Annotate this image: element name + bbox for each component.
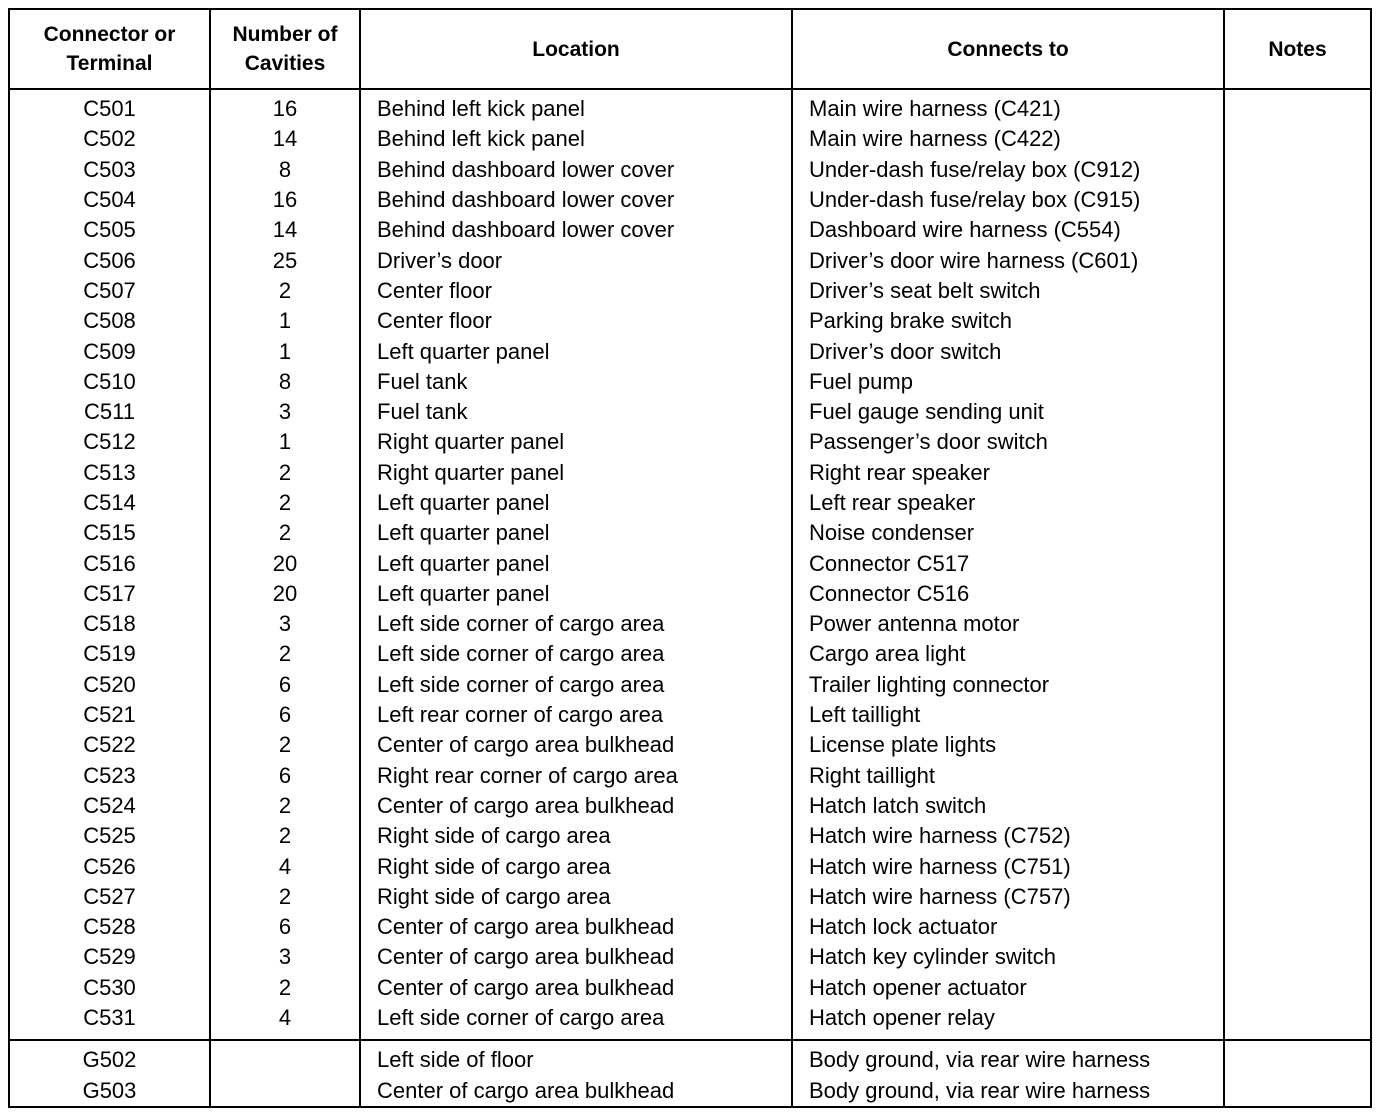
connects-to-cell: Parking brake switch	[792, 306, 1224, 336]
notes-cell	[1224, 942, 1370, 972]
table-row	[10, 761, 1370, 791]
table-row	[10, 973, 1370, 1003]
connector-id: C526	[10, 851, 210, 881]
cavity-count: 8	[210, 367, 360, 397]
notes-cell	[1224, 730, 1370, 760]
connects-to-cell: Driver’s seat belt switch	[792, 276, 1224, 306]
connector-id: C501	[10, 89, 210, 124]
cavity-count: 2	[210, 973, 360, 1003]
connector-id: C514	[10, 488, 210, 518]
cavity-count: 16	[210, 185, 360, 215]
notes-cell	[1224, 670, 1370, 700]
location-cell: Left quarter panel	[360, 548, 792, 578]
location-cell: Behind left kick panel	[360, 89, 792, 124]
notes-cell	[1224, 488, 1370, 518]
table-header-row	[10, 10, 1370, 89]
table-row	[10, 700, 1370, 730]
table-row	[10, 397, 1370, 427]
notes-cell	[1224, 1003, 1370, 1040]
cavity-count: 2	[210, 821, 360, 851]
connector-id: C528	[10, 912, 210, 942]
location-cell: Right side of cargo area	[360, 851, 792, 881]
cavity-count: 2	[210, 276, 360, 306]
connects-to-cell: Connector C517	[792, 548, 1224, 578]
connects-to-cell: Dashboard wire harness (C554)	[792, 215, 1224, 245]
table-row	[10, 942, 1370, 972]
connects-to-cell: Driver’s door wire harness (C601)	[792, 245, 1224, 275]
table-row	[10, 276, 1370, 306]
location-cell: Behind dashboard lower cover	[360, 155, 792, 185]
location-cell: Right side of cargo area	[360, 821, 792, 851]
table-row	[10, 306, 1370, 336]
connector-id: C525	[10, 821, 210, 851]
cavity-count: 6	[210, 912, 360, 942]
cavity-count: 8	[210, 155, 360, 185]
cavity-count	[210, 1076, 360, 1106]
connector-id: G503	[10, 1076, 210, 1106]
connects-to-cell: Body ground, via rear wire harness	[792, 1076, 1224, 1106]
table-row	[10, 488, 1370, 518]
location-cell: Center of cargo area bulkhead	[360, 973, 792, 1003]
table-row	[10, 245, 1370, 275]
header-connects-to: Connects to	[792, 10, 1224, 89]
notes-cell	[1224, 579, 1370, 609]
location-cell: Left quarter panel	[360, 518, 792, 548]
table-row	[10, 912, 1370, 942]
header-location: Location	[360, 10, 792, 89]
table-row	[10, 427, 1370, 457]
cavity-count: 25	[210, 245, 360, 275]
location-cell: Center of cargo area bulkhead	[360, 791, 792, 821]
connects-to-cell: Under-dash fuse/relay box (C915)	[792, 185, 1224, 215]
notes-cell	[1224, 639, 1370, 669]
cavity-count: 14	[210, 215, 360, 245]
notes-cell	[1224, 700, 1370, 730]
notes-cell	[1224, 215, 1370, 245]
cavity-count: 2	[210, 882, 360, 912]
table-row	[10, 215, 1370, 245]
connects-to-cell: License plate lights	[792, 730, 1224, 760]
connector-id: C504	[10, 185, 210, 215]
connector-id: C527	[10, 882, 210, 912]
table-row	[10, 730, 1370, 760]
table-row	[10, 670, 1370, 700]
location-cell: Left rear corner of cargo area	[360, 700, 792, 730]
header-notes: Notes	[1224, 10, 1370, 89]
cavity-count: 1	[210, 336, 360, 366]
connects-to-cell: Left taillight	[792, 700, 1224, 730]
location-cell: Behind dashboard lower cover	[360, 215, 792, 245]
location-cell: Right side of cargo area	[360, 882, 792, 912]
notes-cell	[1224, 882, 1370, 912]
connector-id: C502	[10, 124, 210, 154]
table-row	[10, 882, 1370, 912]
connector-id: C520	[10, 670, 210, 700]
location-cell: Left quarter panel	[360, 336, 792, 366]
notes-cell	[1224, 912, 1370, 942]
table-row	[10, 1076, 1370, 1106]
cavity-count	[210, 1040, 360, 1075]
table-row	[10, 791, 1370, 821]
notes-cell	[1224, 306, 1370, 336]
location-cell: Fuel tank	[360, 367, 792, 397]
connector-id: C515	[10, 518, 210, 548]
location-cell: Driver’s door	[360, 245, 792, 275]
notes-cell	[1224, 245, 1370, 275]
connector-table	[10, 10, 1370, 1106]
table-row	[10, 821, 1370, 851]
connects-to-cell: Main wire harness (C422)	[792, 124, 1224, 154]
location-cell: Right rear corner of cargo area	[360, 761, 792, 791]
connects-to-cell: Cargo area light	[792, 639, 1224, 669]
location-cell: Right quarter panel	[360, 458, 792, 488]
connects-to-cell: Main wire harness (C421)	[792, 89, 1224, 124]
location-cell: Center of cargo area bulkhead	[360, 1076, 792, 1106]
location-cell: Center of cargo area bulkhead	[360, 942, 792, 972]
location-cell: Left quarter panel	[360, 488, 792, 518]
table-row	[10, 851, 1370, 881]
header-connector: Connector or Terminal	[10, 10, 210, 89]
location-cell: Left side of floor	[360, 1040, 792, 1075]
notes-cell	[1224, 548, 1370, 578]
notes-cell	[1224, 89, 1370, 124]
table-row	[10, 458, 1370, 488]
cavity-count: 6	[210, 761, 360, 791]
connector-id: C518	[10, 609, 210, 639]
cavity-count: 4	[210, 851, 360, 881]
connects-to-cell: Driver’s door switch	[792, 336, 1224, 366]
connects-to-cell: Under-dash fuse/relay box (C912)	[792, 155, 1224, 185]
location-cell: Fuel tank	[360, 397, 792, 427]
connects-to-cell: Power antenna motor	[792, 609, 1224, 639]
connects-to-cell: Hatch opener actuator	[792, 973, 1224, 1003]
notes-cell	[1224, 518, 1370, 548]
location-cell: Behind dashboard lower cover	[360, 185, 792, 215]
notes-cell	[1224, 427, 1370, 457]
cavity-count: 1	[210, 427, 360, 457]
cavity-count: 6	[210, 670, 360, 700]
connector-id: C505	[10, 215, 210, 245]
table-row	[10, 579, 1370, 609]
cavity-count: 20	[210, 579, 360, 609]
connects-to-cell: Hatch lock actuator	[792, 912, 1224, 942]
connects-to-cell: Right rear speaker	[792, 458, 1224, 488]
connects-to-cell: Connector C516	[792, 579, 1224, 609]
location-cell: Center floor	[360, 306, 792, 336]
connector-id: C511	[10, 397, 210, 427]
cavity-count: 16	[210, 89, 360, 124]
notes-cell	[1224, 336, 1370, 366]
table-row	[10, 518, 1370, 548]
header-cavities: Number of Cavities	[210, 10, 360, 89]
connector-id: C503	[10, 155, 210, 185]
connector-id: C506	[10, 245, 210, 275]
connector-id: G502	[10, 1040, 210, 1075]
cavity-count: 6	[210, 700, 360, 730]
connector-table-frame	[8, 8, 1372, 1108]
cavity-count: 2	[210, 730, 360, 760]
notes-cell	[1224, 1076, 1370, 1106]
location-cell: Behind left kick panel	[360, 124, 792, 154]
connects-to-cell: Trailer lighting connector	[792, 670, 1224, 700]
cavity-count: 1	[210, 306, 360, 336]
table-row	[10, 548, 1370, 578]
connector-id: C531	[10, 1003, 210, 1040]
location-cell: Center of cargo area bulkhead	[360, 912, 792, 942]
connector-id: C516	[10, 548, 210, 578]
connector-id: C524	[10, 791, 210, 821]
notes-cell	[1224, 973, 1370, 1003]
location-cell: Left side corner of cargo area	[360, 1003, 792, 1040]
cavity-count: 4	[210, 1003, 360, 1040]
notes-cell	[1224, 1040, 1370, 1075]
connector-id: C519	[10, 639, 210, 669]
location-cell: Center of cargo area bulkhead	[360, 730, 792, 760]
location-cell: Center floor	[360, 276, 792, 306]
connector-id: C517	[10, 579, 210, 609]
connects-to-cell: Hatch key cylinder switch	[792, 942, 1224, 972]
connector-id: C509	[10, 336, 210, 366]
connector-id: C512	[10, 427, 210, 457]
connector-id: C513	[10, 458, 210, 488]
notes-cell	[1224, 458, 1370, 488]
cavity-count: 2	[210, 791, 360, 821]
connector-id: C530	[10, 973, 210, 1003]
cavity-count: 3	[210, 942, 360, 972]
cavity-count: 3	[210, 609, 360, 639]
connector-rows	[10, 89, 1370, 1040]
connects-to-cell: Fuel gauge sending unit	[792, 397, 1224, 427]
table-row	[10, 639, 1370, 669]
notes-cell	[1224, 761, 1370, 791]
notes-cell	[1224, 155, 1370, 185]
connects-to-cell: Fuel pump	[792, 367, 1224, 397]
table-row	[10, 1003, 1370, 1040]
connector-id: C508	[10, 306, 210, 336]
table-row	[10, 336, 1370, 366]
table-row	[10, 609, 1370, 639]
notes-cell	[1224, 609, 1370, 639]
connects-to-cell: Left rear speaker	[792, 488, 1224, 518]
cavity-count: 14	[210, 124, 360, 154]
cavity-count: 3	[210, 397, 360, 427]
notes-cell	[1224, 851, 1370, 881]
notes-cell	[1224, 821, 1370, 851]
location-cell: Right quarter panel	[360, 427, 792, 457]
connects-to-cell: Noise condenser	[792, 518, 1224, 548]
location-cell: Left side corner of cargo area	[360, 609, 792, 639]
connects-to-cell: Hatch wire harness (C757)	[792, 882, 1224, 912]
notes-cell	[1224, 276, 1370, 306]
cavity-count: 2	[210, 488, 360, 518]
table-row	[10, 185, 1370, 215]
connector-id: C529	[10, 942, 210, 972]
notes-cell	[1224, 185, 1370, 215]
connects-to-cell: Hatch latch switch	[792, 791, 1224, 821]
connector-id: C521	[10, 700, 210, 730]
table-row	[10, 367, 1370, 397]
cavity-count: 2	[210, 458, 360, 488]
connector-id: C523	[10, 761, 210, 791]
cavity-count: 2	[210, 518, 360, 548]
connects-to-cell: Body ground, via rear wire harness	[792, 1040, 1224, 1075]
location-cell: Left side corner of cargo area	[360, 670, 792, 700]
location-cell: Left quarter panel	[360, 579, 792, 609]
cavity-count: 20	[210, 548, 360, 578]
table-row	[10, 89, 1370, 124]
notes-cell	[1224, 124, 1370, 154]
location-cell: Left side corner of cargo area	[360, 639, 792, 669]
connects-to-cell: Right taillight	[792, 761, 1224, 791]
notes-cell	[1224, 397, 1370, 427]
connector-id: C510	[10, 367, 210, 397]
cavity-count: 2	[210, 639, 360, 669]
connects-to-cell: Passenger’s door switch	[792, 427, 1224, 457]
notes-cell	[1224, 367, 1370, 397]
connects-to-cell: Hatch opener relay	[792, 1003, 1224, 1040]
connector-id: C507	[10, 276, 210, 306]
table-row	[10, 155, 1370, 185]
connector-id: C522	[10, 730, 210, 760]
table-row	[10, 1040, 1370, 1075]
notes-cell	[1224, 791, 1370, 821]
ground-rows	[10, 1040, 1370, 1106]
table-row	[10, 124, 1370, 154]
connects-to-cell: Hatch wire harness (C752)	[792, 821, 1224, 851]
connects-to-cell: Hatch wire harness (C751)	[792, 851, 1224, 881]
